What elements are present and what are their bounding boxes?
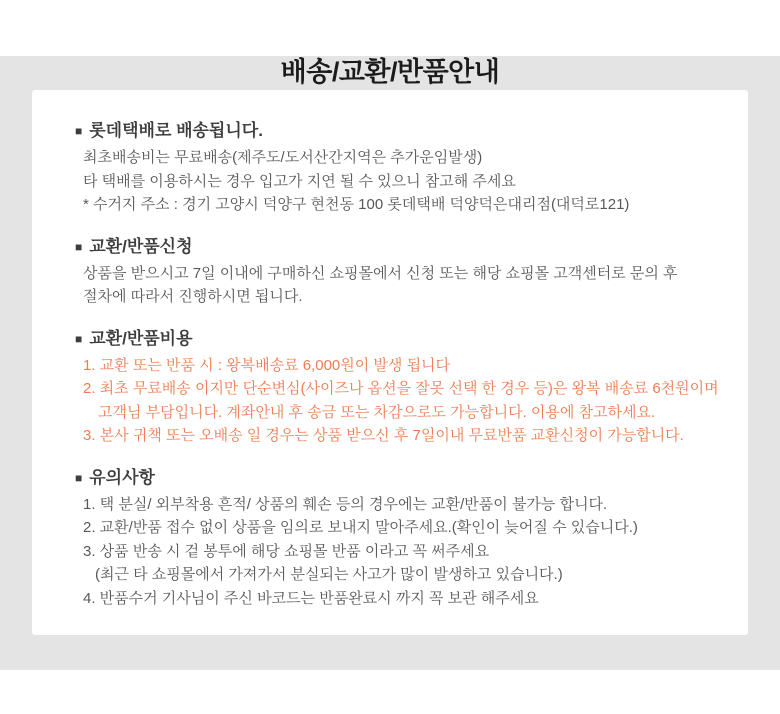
page-title: 배송/교환/반품안내: [280, 57, 500, 87]
square-bullet-icon: ■: [75, 470, 83, 485]
notice-panel: [32, 90, 748, 635]
section-delivery-heading: [75, 121, 722, 141]
section-cost-heading: [75, 329, 722, 349]
section-exchange-return-cost: [75, 329, 722, 448]
notice-line: 2. 교환/반품 접수 없이 상품을 임의로 보내지 말아주세요.(확인이 늦어질 수 있습니다.): [83, 519, 638, 536]
section-heading-label: 교환/반품비용: [89, 328, 193, 348]
notice-line: 3. 상품 반송 시 겉 봉투에 해당 쇼핑몰 반품 이라고 꼭 써주세요: [83, 542, 490, 560]
section-notes: [75, 468, 722, 611]
section-heading-label: 유의사항: [89, 467, 155, 487]
notice-line: 최초배송비는 무료배송(제주도/도서산간지역은 추가운임발생): [83, 149, 483, 166]
section-heading-label: 롯데택배로 배송됩니다.: [89, 121, 263, 140]
section-notes-heading: [75, 468, 722, 488]
gray-background-band: [0, 56, 780, 670]
notice-line: 타 택배를 이용하시는 경우 입고가 지연 될 수 있으니 참고해 주세요: [83, 172, 516, 190]
square-bullet-icon: ■: [75, 331, 83, 346]
section-exchange-return-request: [75, 237, 722, 309]
notice-line-continuation: 고객님 부담입니다. 계좌안내 후 송금 또는 차감으로도 가능합니다. 이용에 참고하세요.: [98, 403, 656, 421]
notice-line: 4. 반품수거 기사님이 주신 바코드는 반품완료시 까지 꼭 보관 해주세요: [83, 589, 539, 607]
section-delivery: [75, 121, 722, 217]
notice-line: 2. 최초 무료배송 이지만 단순변심(사이즈나 옵션을 잘못 선택 한 경우 등)은 왕복 배송료 6천원이며: [83, 380, 719, 397]
notice-line: 3. 본사 귀책 또는 오배송 일 경우는 상품 받으신 후 7일이내 무료반품 교환신청이 가능합니다.: [83, 427, 684, 444]
notice-line-continuation: (최근 타 쇼핑몰에서 가져가서 분실되는 사고가 많이 발생하고 있습니다.): [95, 566, 563, 583]
notice-line-pickup-address: * 수거지 주소 : 경기 고양시 덕양구 현천동 100 롯데택배 덕양덕은대리점(대덕로121): [83, 196, 630, 213]
notice-line: 1. 교환 또는 반품 시 : 왕복배송료 6,000원이 발생 됩니다: [83, 356, 451, 374]
notice-line: 1. 택 분실/ 외부착용 흔적/ 상품의 훼손 등의 경우에는 교환/반품이 불가능 합니다.: [83, 495, 608, 513]
square-bullet-icon: ■: [75, 239, 83, 254]
section-heading-label: 교환/반품신청: [89, 236, 193, 256]
notice-line: 절차에 따라서 진행하시면 됩니다.: [83, 288, 303, 305]
square-bullet-icon: ■: [75, 124, 83, 138]
top-white-strip: [0, 0, 780, 56]
section-request-heading: [75, 237, 722, 257]
notice-line: 상품을 받으시고 7일 이내에 구매하신 쇼핑몰에서 신청 또는 해당 쇼핑몰 고객센터로 문의 후: [83, 264, 678, 282]
